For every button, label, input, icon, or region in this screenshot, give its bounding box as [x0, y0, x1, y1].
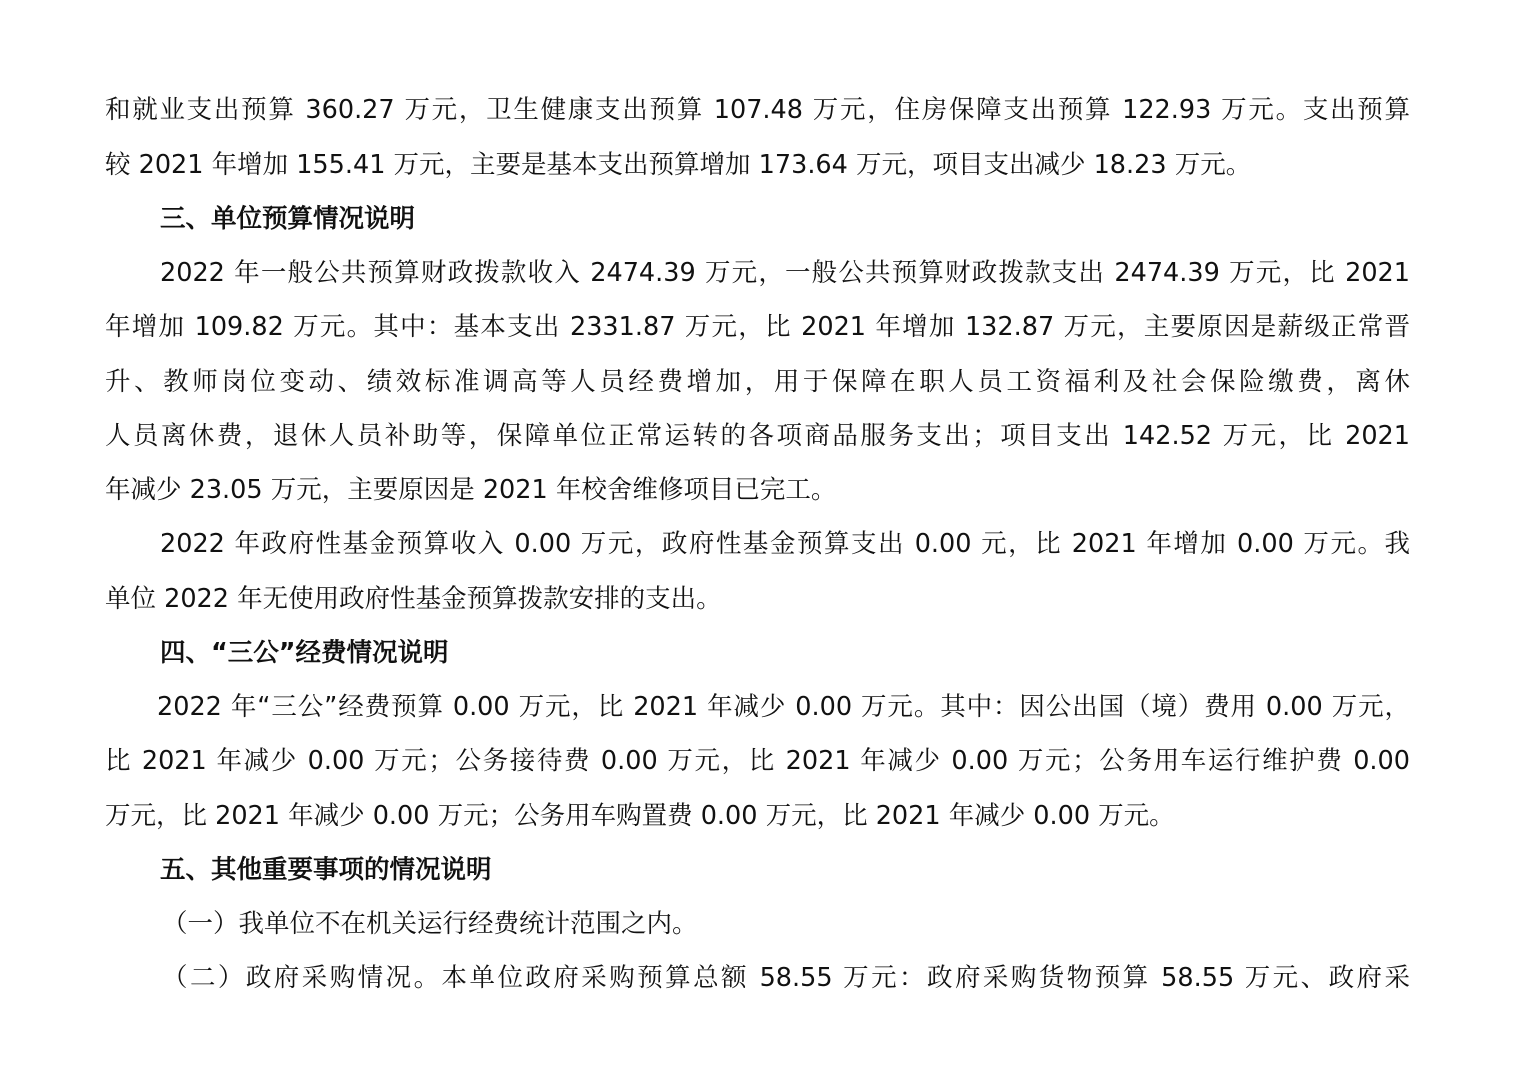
paragraph-line: 升、教师岗位变动、绩效标准调高等人员经费增加，用于保障在职人员工资福利及社会保险缴费，离休	[105, 367, 1410, 397]
paragraph-line: 和就业支出预算 360.27 万元，卫生健康支出预算 107.48 万元，住房保障支出预算 122.93 万元。支出预算	[105, 95, 1410, 125]
list-item: （一）我单位不在机关运行经费统计范围之内。	[162, 909, 698, 939]
paragraph-line: 年减少 23.05 万元，主要原因是 2021 年校舍维修项目已完工。	[105, 475, 837, 505]
paragraph-line: 2022 年政府性基金预算收入 0.00 万元，政府性基金预算支出 0.00 元，比 2021 年增加 0.00 万元。我	[160, 529, 1410, 559]
paragraph-line: 2022 年一般公共预算财政拨款收入 2474.39 万元，一般公共预算财政拨款支出 2474.39 万元，比 2021	[160, 258, 1410, 288]
section-heading-5: 五、其他重要事项的情况说明	[160, 855, 492, 885]
paragraph-line: 2022 年“三公”经费预算 0.00 万元，比 2021 年减少 0.00 万元。其中：因公出国（境）费用 0.00 万元，	[157, 692, 1410, 722]
paragraph-line: 比 2021 年减少 0.00 万元；公务接待费 0.00 万元，比 2021 年减少 0.00 万元；公务用车运行维护费 0.00	[105, 746, 1410, 776]
section-heading-3: 三、单位预算情况说明	[160, 204, 416, 234]
list-item: （二）政府采购情况。本单位政府采购预算总额 58.55 万元：政府采购货物预算 58.55 万元、政府采	[162, 963, 1410, 993]
paragraph-line: 人员离休费，退休人员补助等，保障单位正常运转的各项商品服务支出；项目支出 142.52 万元，比 2021	[105, 421, 1410, 451]
paragraph-line: 单位 2022 年无使用政府性基金预算拨款安排的支出。	[105, 584, 722, 614]
paragraph-line: 年增加 109.82 万元。其中：基本支出 2331.87 万元，比 2021 年增加 132.87 万元，主要原因是薪级正常晋	[105, 312, 1410, 342]
section-heading-4: 四、“三公”经费情况说明	[160, 638, 449, 668]
paragraph-line: 较 2021 年增加 155.41 万元，主要是基本支出预算增加 173.64 万元，项目支出减少 18.23 万元。	[105, 150, 1252, 180]
paragraph-line: 万元，比 2021 年减少 0.00 万元；公务用车购置费 0.00 万元，比 2021 年减少 0.00 万元。	[105, 801, 1175, 831]
